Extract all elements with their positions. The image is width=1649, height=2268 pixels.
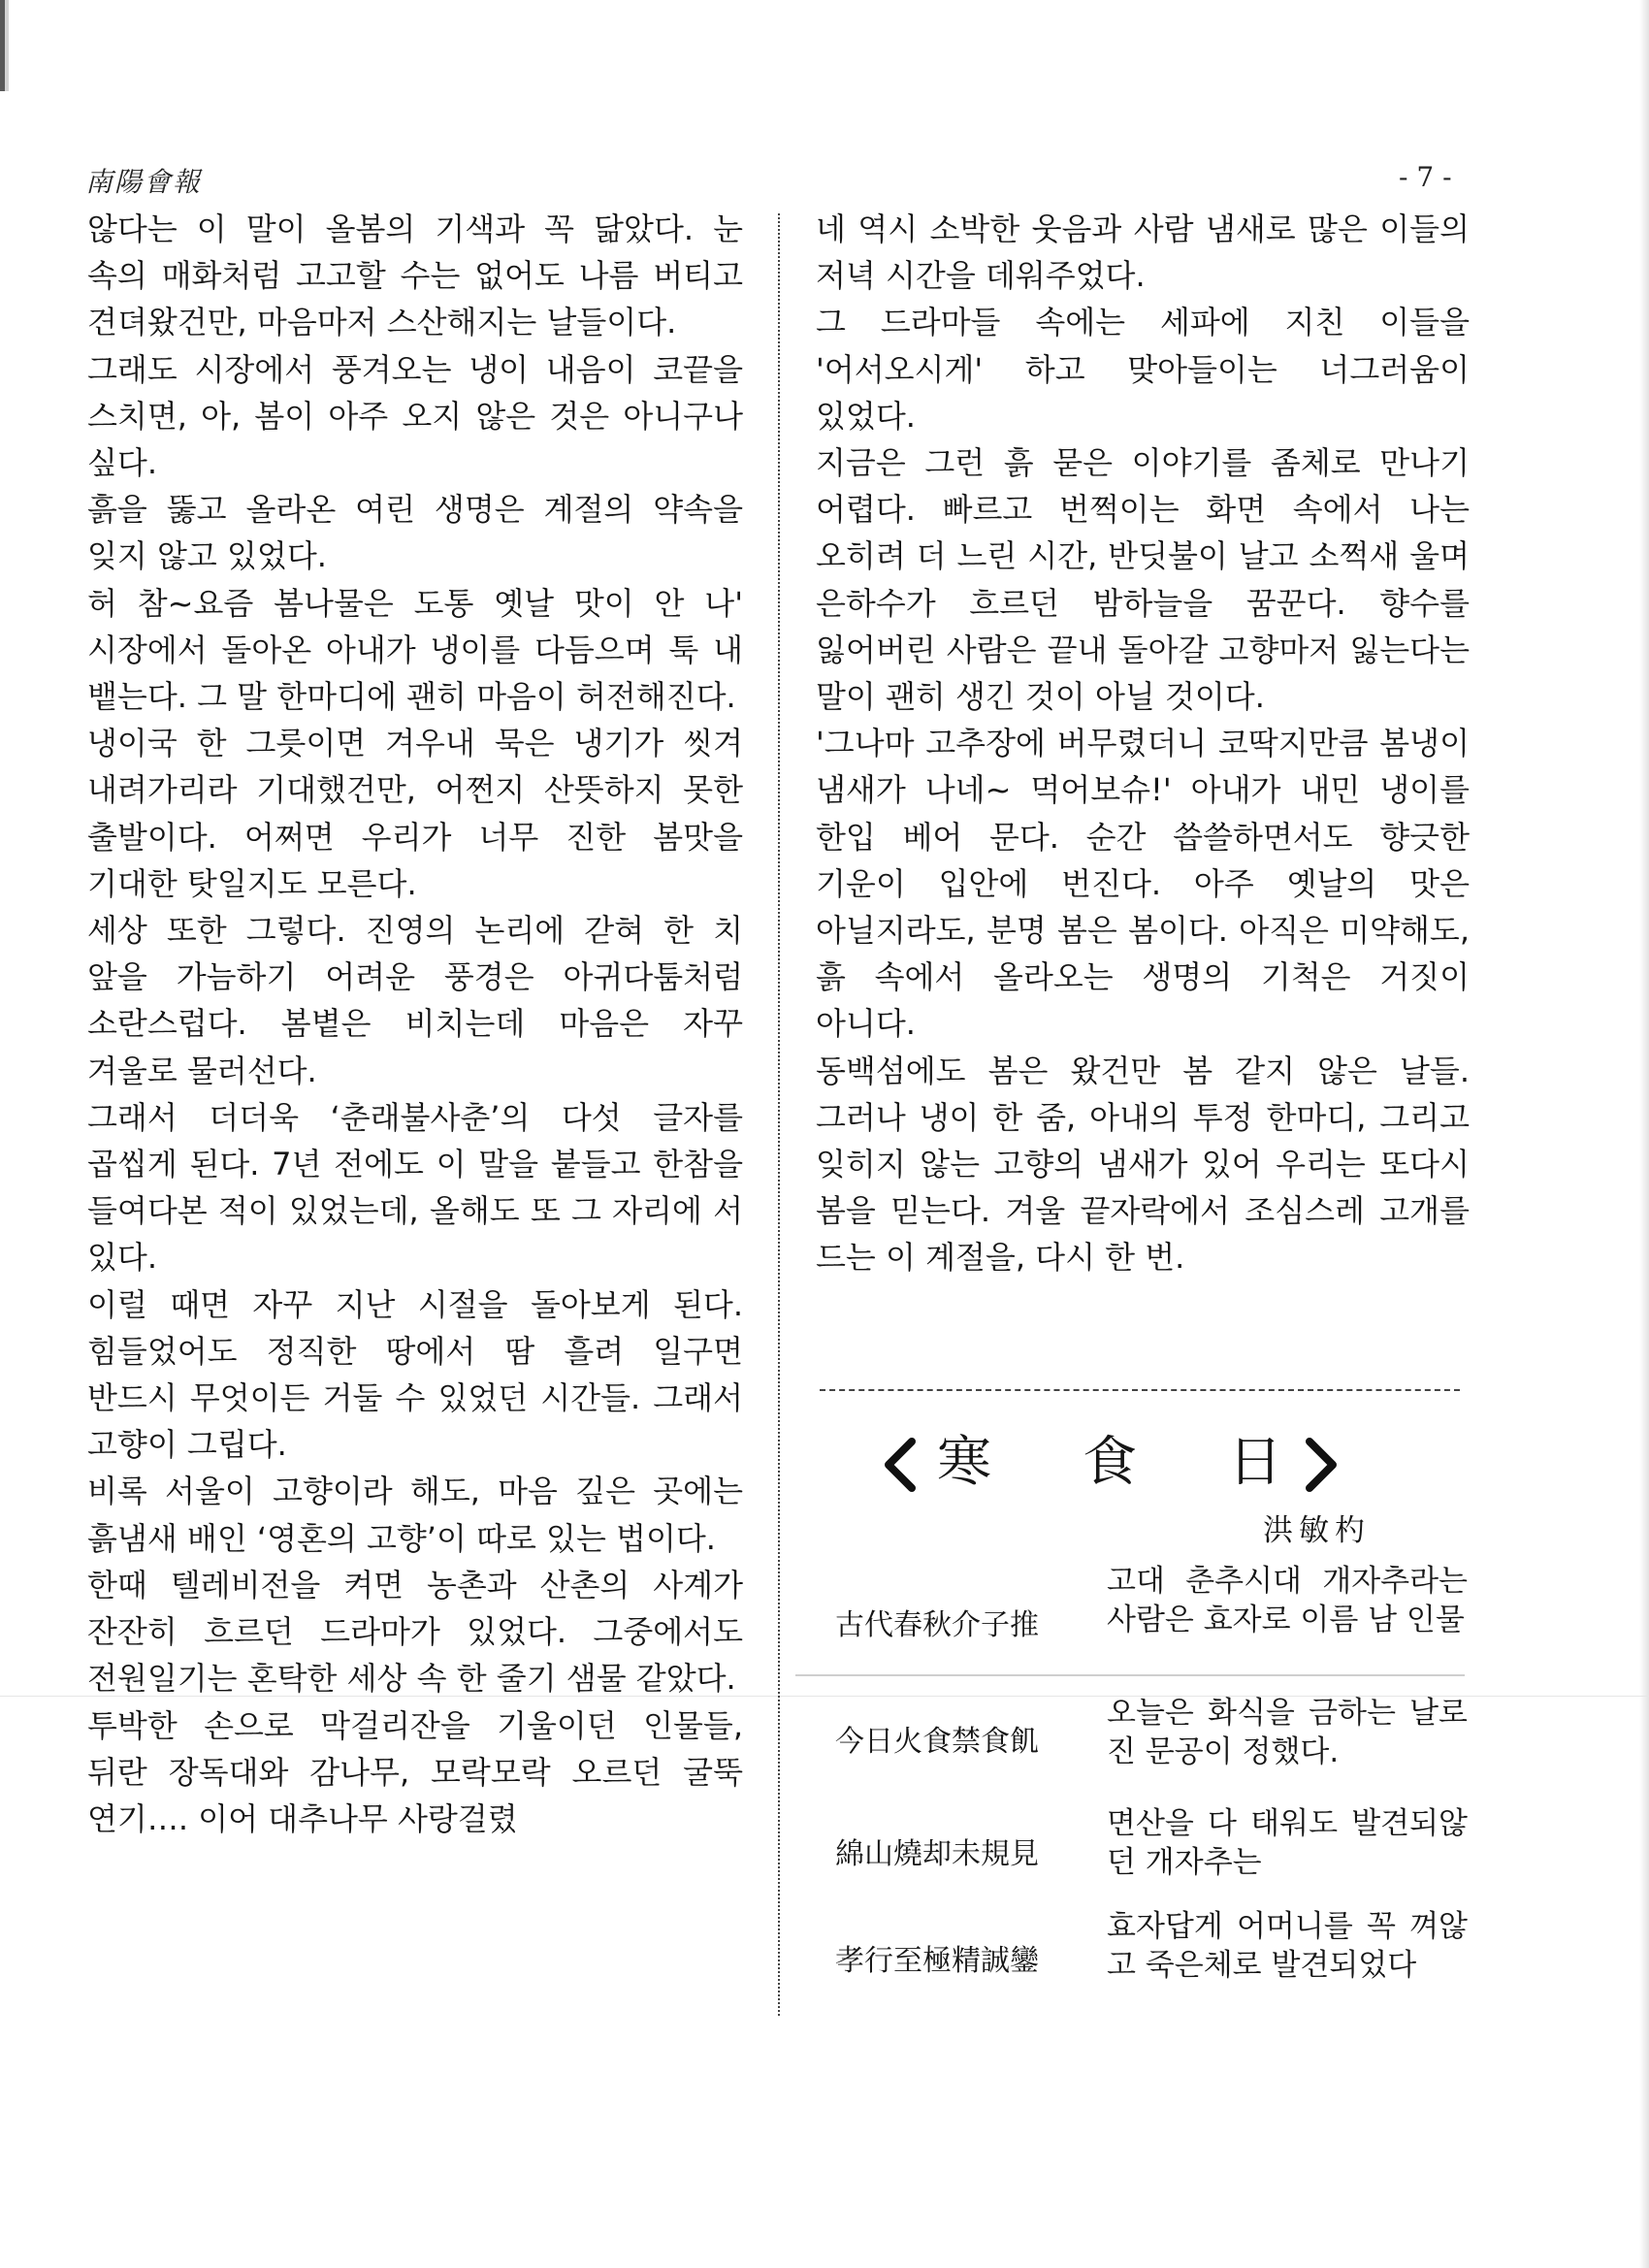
publication-name: 南陽會報 (85, 166, 203, 198)
article-paragraph: 허 참~요즘 봄나물은 도통 옛날 맛이 안 나' 시장에서 돌아온 아내가 냉이를 다듬으며 툭 내 뱉는다. 그 말 한마디에 괜히 마음이 허전해진다. (87, 584, 743, 716)
article-paragraph: 동백섬에도 봄은 왔건만 봄 같지 않은 날들. 그러나 냉이 한 줌, 아내의 투정 한마디, 그리고 잊히지 않는 고향의 냄새가 있어 우리는 또다시 봄을 믿는다. 겨울 끝자락에서 조심스레 고개를 드는 이 계절을, 다시 한 번. (816, 1052, 1470, 1277)
poem-line (820, 1800, 1470, 1917)
article-paragraph: 그래서 더더욱 ‘춘래불사춘’의 다섯 글자를 곱씹게 된다. 7년 전에도 이 말을 붙들고 한참을 들여다본 적이 있었는데, 올해도 또 그 자리에 서 있다. (87, 1098, 743, 1277)
article-paragraph: 세상 또한 그렇다. 진영의 논리에 갇혀 한 치 앞을 가늠하기 어려운 풍경은 아귀다툼처럼 소란스럽다. 봄볕은 비치는데 마음은 자꾸 겨울로 물러선다. (87, 912, 743, 1089)
poem-line-hanja: 孝行至極精誠鑾 (835, 1944, 1039, 1978)
poem-line (820, 1911, 1470, 2027)
poem-line-hanja: 綿山燒却未規見 (835, 1837, 1039, 1871)
article-paragraph: 냉이국 한 그릇이면 겨우내 묵은 냉기가 씻겨 내려가리라 기대했건만, 어쩐지 산뜻하지 못한 출발이다. 어쩌면 우리가 너무 진한 봄맛을 기대한 탓일지도 모른다. (87, 725, 743, 902)
article-paragraph: 한때 텔레비전을 켜면 농촌과 산촌의 사계가 잔잔히 흐르던 드라마가 있었다. 그중에서도 전원일기는 혼탁한 세상 속 한 줄기 샘물 같았다. (87, 1566, 743, 1698)
article-column-left (87, 206, 743, 1842)
poem-line-hanja: 古代春秋介子推 (835, 1608, 1039, 1642)
poem-line (820, 1690, 1470, 1806)
poem-line-korean: 오늘은 화식을 금하는 날로 진 문공이 정했다. (1107, 1696, 1468, 1769)
article-column-right (816, 206, 1470, 1281)
poem-title-char: 寒 (937, 1431, 991, 1494)
poem-author: 洪敏杓 (1263, 1513, 1371, 1548)
scan-edge-shadow (0, 0, 41, 91)
article-paragraph: 지금은 그런 흙 묻은 이야기를 좀체로 만나기 어렵다. 빠르고 번쩍이는 화면 속에서 나는 오히려 더 느린 시간, 반딧불이 날고 소쩍새 울며 은하수가 흐르던 밤하늘을 꿈꾼다. 향수를 잃어버린 사람은 끝내 돌아갈 고향마저 잃는다는 말이 괜히 생긴 것이 아닐 것이다. (816, 444, 1470, 716)
article-paragraph: 그 드라마들 속에는 세파에 지친 이들을 '어서오시게' 하고 맞아들이는 너그러움이 있었다. (816, 304, 1470, 435)
poem-line (820, 1556, 1470, 1672)
column-divider (778, 213, 780, 2016)
poem-line-korean: 효자답게 어머니를 꼭 껴않고 죽은체로 발견되었다 (1107, 1909, 1468, 1983)
poem-line-hanja: 今日火食禁食飢 (835, 1725, 1039, 1759)
poem-section-divider (820, 1389, 1460, 1391)
article-paragraph: 않다는 이 말이 올봄의 기색과 꼭 닮았다. 눈 속의 매화처럼 고고할 수는 없어도 나름 버티고 견뎌왔건만, 마음마저 스산해지는 날들이다. (87, 211, 743, 341)
article-paragraph: 비록 서울이 고향이라 해도, 마음 깊은 곳에는 흙냄새 배인 ‘영혼의 고향’이 따로 있는 법이다. (87, 1473, 743, 1557)
article-paragraph: 흙을 뚫고 올라온 여린 생명은 계절의 약속을 잊지 않고 있었다. (87, 491, 743, 575)
article-paragraph: 그래도 시장에서 풍겨오는 냉이 내음이 코끝을 스치면, 아, 봄이 아주 오지 않은 것은 아니구나 싶다. (87, 350, 743, 482)
article-paragraph: '그나마 고추장에 버무렸더니 코딱지만큼 봄냉이 냄새가 나네~ 먹어보슈!' 아내가 내민 냉이를 한입 베어 문다. 순간 씁쓸하면서도 향긋한 기운이 입안에 번진다. 아주 옛날의 맛은 아닐지라도, 분명 봄은 봄이다. 아직은 미약해도, 흙 속에서 올라오는 생명의 기척은 거짓이 아니다. (816, 725, 1470, 1043)
scan-edge-right (1639, 0, 1649, 2268)
article-paragraph: 이럴 때면 자꾸 지난 시절을 돌아보게 된다. 힘들었어도 정직한 땅에서 땀 흘려 일구면 반드시 무엇이든 거둘 수 있었던 시간들. 그래서 고향이 그립다. (87, 1285, 743, 1464)
article-paragraph: 투박한 손으로 막걸리잔을 기울이던 인물들, 뒤란 장독대와 감나무, 모락모락 오르던 굴뚝 연기…. 이어 대추나무 사랑걸렸 (87, 1706, 743, 1837)
page-number: - 7 - (1399, 161, 1452, 193)
poem-title-text (937, 1430, 1282, 1496)
left-angle-bracket-icon (881, 1438, 918, 1492)
article-paragraph: 네 역시 소박한 웃음과 사람 냄새로 많은 이들의 저녁 시간을 데워주었다. (816, 211, 1470, 295)
poem-line-korean: 고대 춘추시대 개자추라는 사람은 효자로 이름 남 인물 (1107, 1564, 1468, 1637)
right-angle-bracket-icon (1304, 1438, 1341, 1492)
poem-title (881, 1424, 1341, 1504)
poem-line-korean: 면산을 다 태워도 발견되않던 개자추는 (1107, 1806, 1468, 1880)
poem-row-divider (795, 1674, 1465, 1676)
poem-title-char: 日 (1228, 1431, 1282, 1494)
poem-title-char: 食 (1083, 1431, 1137, 1494)
